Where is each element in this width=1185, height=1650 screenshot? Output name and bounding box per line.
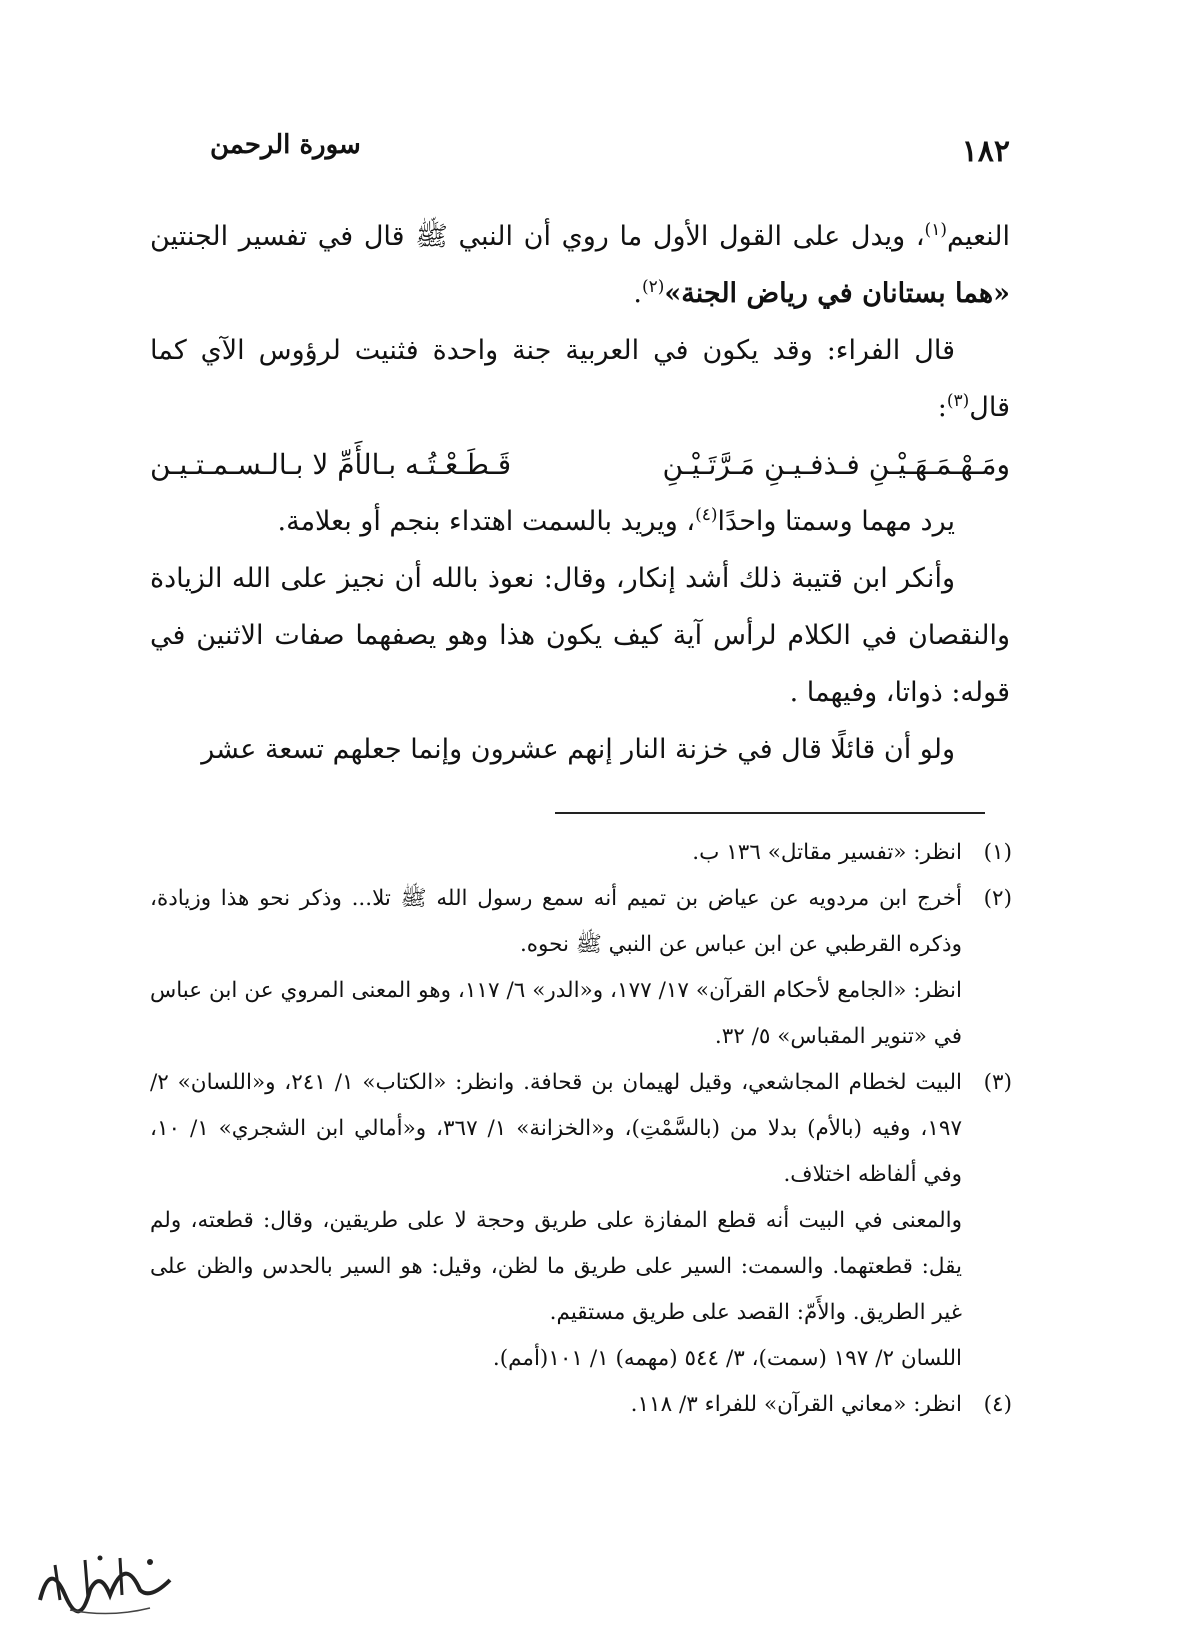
footnote-text: والمعنى في البيت أنه قطع المفازة على طريق وحجة لا على طريقين، وقال: قطعته، ولم يقل: قطعتهما. والسمت: السير على طريق ما لظن، وقيل: هو السير بالحدس والظن على غير الطريق. والأَمّ: القصد على طريق مستقيم. <box>150 1208 962 1325</box>
paragraph-5: ولو أن قائلًا قال في خزنة النار إنهم عشرون وإنما جعلهم تسعة عشر <box>201 734 955 765</box>
poem-hemistich-1: ومَـهْـمَـهَـيْـنِ فـذفـيـنِ مَـرَّتَـيْـنِ <box>662 448 1010 481</box>
footnote-ref-2[interactable]: (٢) <box>641 277 665 297</box>
footnote-ref-3[interactable]: (٣) <box>946 391 970 411</box>
text-fragment: : <box>937 392 947 423</box>
footnote-3 <box>150 1060 1012 1382</box>
footnote-text: انظر: «الجامع لأحكام القرآن» ١٧/ ١٧٧، و«الدر» ٦/ ١١٧، وهو المعنى المروي عن ابن عباس في «تنوير المقباس» ٥/ ٣٢. <box>150 978 963 1049</box>
footnote-ref-4[interactable]: (٤) <box>695 505 718 525</box>
paragraph-3 <box>150 493 1010 550</box>
calligraphy-logo-icon <box>30 1540 180 1620</box>
hadith-quote: «هما بستانان في رياض الجنة» <box>664 278 1010 309</box>
footnote-number: (٤) <box>983 1392 1012 1417</box>
text-fragment: ، ويدل على القول الأول ما روي أن النبي ﷺ قال في تفسير الجنتين <box>150 221 925 252</box>
poem-hemistich-2: قَـطَـعْـتُـه بـالأَمِّ لا بـالـسـمـتـيـن <box>150 448 512 481</box>
running-title: سورة الرحمن <box>210 130 361 160</box>
page-number: ١٨٢ <box>961 134 1010 169</box>
text-fragment: يرد مهما وسمتا واحدًا <box>717 506 955 537</box>
footnote-number: (٣) <box>983 1070 1012 1095</box>
paragraph-2 <box>150 322 1010 436</box>
footnote-number: (٢) <box>983 886 1012 911</box>
text-fragment: . <box>633 278 642 309</box>
footnote-2 <box>150 876 1012 1060</box>
text-fragment: ، ويريد بالسمت اهتداء بنجم أو بعلامة. <box>277 506 696 537</box>
footnote-text: انظر: «معاني القرآن» للفراء ٣/ ١١٨. <box>630 1392 962 1417</box>
main-text <box>150 208 1010 778</box>
footnote-separator <box>555 812 985 814</box>
text-fragment: النعيم <box>946 221 1010 252</box>
footnotes <box>150 830 1012 1428</box>
footnote-ref-1[interactable]: (١) <box>924 220 947 240</box>
paragraph-1 <box>150 208 1010 322</box>
footnote-text: أخرج ابن مردويه عن عياض بن تميم أنه سمع رسول الله ﷺ تلا... وذكر نحو هذا وزيادة، وذكره القرطبي عن ابن عباس عن النبي ﷺ نحوه. <box>150 886 962 957</box>
page-header <box>150 128 1010 168</box>
paragraph-4: وأنكر ابن قتيبة ذلك أشد إنكار، وقال: نعوذ بالله أن نجيز على الله الزيادة والنقصان في الكلام لرأس آية كيف يكون هذا وهو يصفهما صفات الاثنين في قوله: ذواتا، وفيهما . <box>150 563 1010 708</box>
text-fragment: قال الفراء: وقد يكون في العربية جنة واحدة فثنيت لرؤوس الآي كما قال <box>150 335 1010 423</box>
footnote-number: (١) <box>983 840 1012 865</box>
footnote-1 <box>150 830 1012 876</box>
poetry-verse <box>150 436 1010 493</box>
footnote-text: اللسان ٢/ ١٩٧ (سمت)، ٣/ ٥٤٤ (مهمه) ١/ ١٠١(أمم). <box>492 1346 962 1371</box>
footnote-text: انظر: «تفسير مقاتل» ١٣٦ ب. <box>692 840 962 865</box>
footnote-text: البيت لخطام المجاشعي، وقيل لهيمان بن قحافة. وانظر: «الكتاب» ١/ ٢٤١، و«اللسان» ٢/ ١٩٧، وفيه (بالأم) بدلا من (بالسَّمْتِ)، و«الخزانة» ١/ ٣٦٧، و«أمالي ابن الشجري» ١/ ١٠، وفي ألفاظه اختلاف. <box>150 1070 963 1187</box>
footnote-4 <box>150 1382 1012 1428</box>
